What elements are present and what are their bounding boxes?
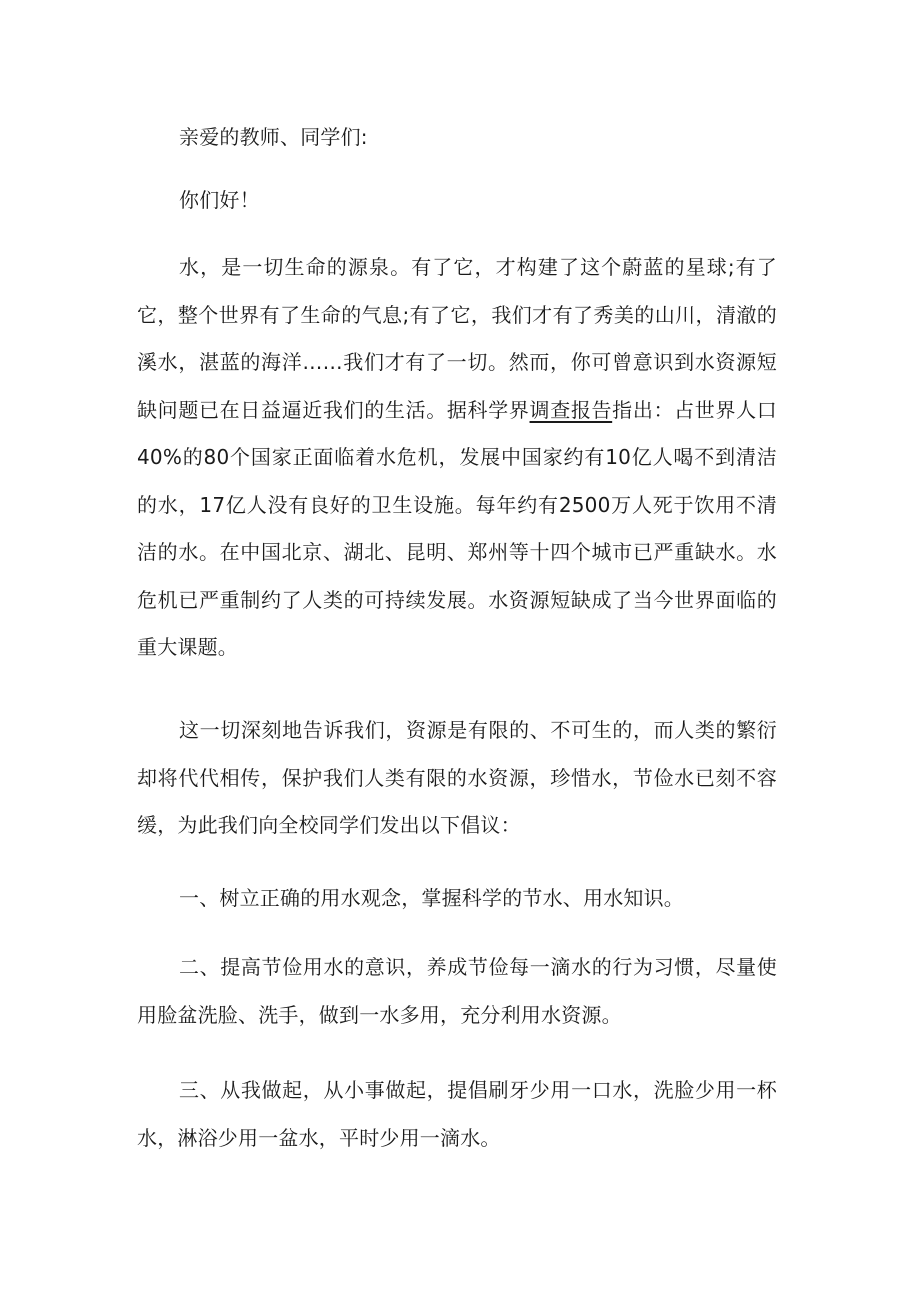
greeting: 你们好！: [179, 188, 260, 212]
paragraph-call-to-action: 这一切深刻地告诉我们，资源是有限的、不可生的，而人类的繁衍却将代代相传，保护我们人类有限的水资源，珍惜水，节俭水已刻不容缓，为此我们向全校同学们发出以下倡议：: [137, 718, 777, 837]
paragraph-text: 指出：占世界人口40%的80个国家正面临着水危机，发展中国家约有10亿人喝不到清洁的水，17亿人没有良好的卫生设施。每年约有2500万人死于饮用不清洁的水。在中国北京、湖北、昆明、郑州等十四个城市已严重缺水。水危机已严重制约了人类的可持续发展。水资源短缺成了当今世界面临的重大课题。: [137, 397, 777, 659]
paragraph-text: 水，是一切生命的源泉。有了它，才构建了这个蔚蓝的星球;有了它，整个世界有了生命的气息;有了它，我们才有了秀美的山川，清澈的溪水，湛蓝的海洋……我们才有了一切。然而，你可曾意识到水资源短缺问题已在日益逼近我们的生活。据科学界: [137, 255, 777, 422]
proposal-item-1: 一、树立正确的用水观念，掌握科学的节水、用水知识。: [179, 886, 684, 910]
salutation: 亲爱的教师、同学们:: [179, 125, 368, 149]
paragraph-water-crisis: [137, 244, 777, 672]
proposal-item-2: 二、提高节俭用水的意识，养成节俭每一滴水的行为习惯，尽量使用脸盆洗脸、洗手，做到一水多用，充分利用水资源。: [137, 955, 777, 1027]
proposal-item-3: 三、从我做起，从小事做起，提倡刷牙少用一口水，洗脸少用一杯水，淋浴少用一盆水，平时少用一滴水。: [137, 1078, 777, 1150]
survey-report-link[interactable]: 调查报告: [529, 397, 613, 422]
